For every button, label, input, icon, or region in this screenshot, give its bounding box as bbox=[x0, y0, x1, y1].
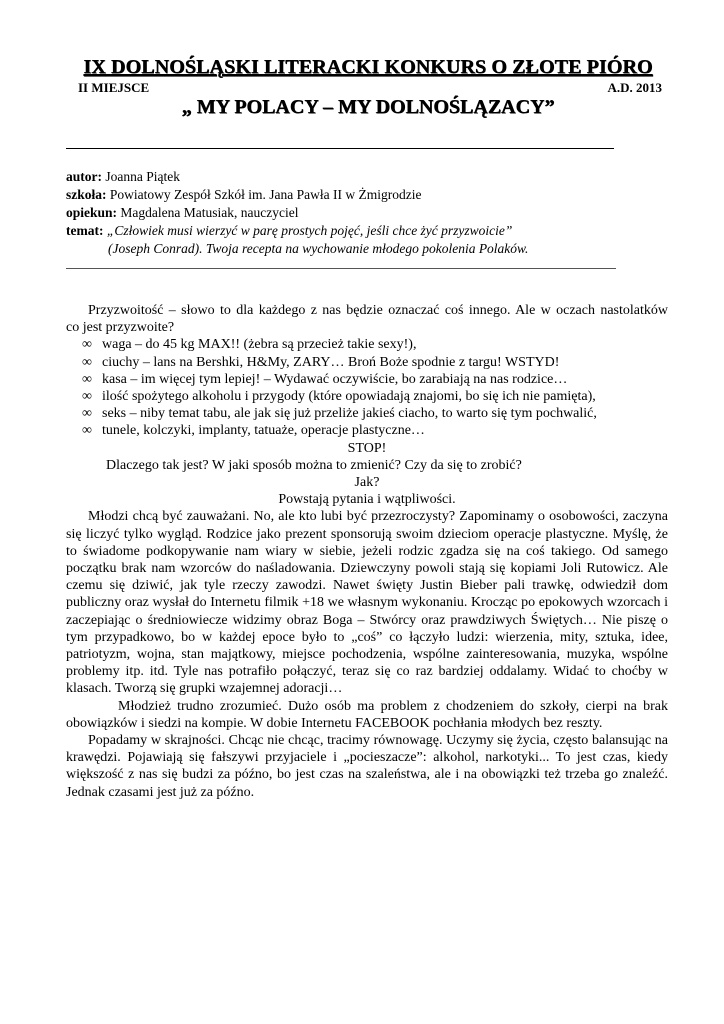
list-item: ∞ ciuchy – lans na Bershki, H&My, ZARY… Broń Boże spodnie z targu! WSTYD! bbox=[82, 354, 560, 370]
tutor-row bbox=[66, 204, 666, 222]
tutor-label: opiekun: bbox=[66, 205, 118, 220]
infinity-bullet-icon: ∞ bbox=[82, 371, 92, 387]
topic-line-2: (Joseph Conrad). Twoja recepta na wychowanie młodego pokolenia Polaków. bbox=[108, 241, 529, 256]
paragraph-2-line-1: Młodzież trudno zrozumieć. Dużo osób ma problem z chodzeniem do szkoły, cierpi na brak bbox=[118, 698, 668, 714]
topic-line-1: „Człowiek musi wierzyć w parę prostych pojęć, jeśli chce żyć przyzwoicie” bbox=[106, 223, 513, 238]
bullet-list bbox=[66, 336, 668, 439]
infinity-bullet-icon: ∞ bbox=[82, 354, 92, 370]
doubts-line: Powstają pytania i wątpliwości. bbox=[278, 492, 456, 508]
infinity-bullet-icon: ∞ bbox=[82, 406, 92, 422]
question-line: Dlaczego tak jest? W jaki sposób można to zmienić? Czy da się to zrobić? bbox=[106, 457, 522, 473]
meta-divider bbox=[66, 268, 616, 269]
school-value: Powiatowy Zespół Szkół im. Jana Pawła II w Żmigrodzie bbox=[109, 187, 422, 202]
paragraph-2-line-2: obowiązków i siedzi na kompie. W dobie Internetu FACEBOOK pochłania młodych bez reszty. bbox=[66, 715, 603, 731]
stop-line: STOP! bbox=[347, 440, 387, 456]
paragraph-3: Popadamy w skrajności. Chcąc nie chcąc, tracimy równowagę. Uczymy się życia, często balansując na krawędzi. Pojawiają się fałszywi przyjaciele i „pocieszacze”: alkohol, narkotyki... To jest czas, kiedy większość z nas się budzi za późno, bo jest czas na szaleństwa, ale i na obowiązki też trzeba go znaleźć. Jednak czasami jest już za późno. bbox=[66, 733, 668, 800]
infinity-bullet-icon: ∞ bbox=[82, 389, 92, 405]
intro-line-2: co jest przyzwoite? bbox=[66, 320, 175, 336]
essay-body bbox=[66, 302, 668, 801]
infinity-bullet-icon: ∞ bbox=[82, 337, 92, 353]
award-date: A.D. 2013 bbox=[607, 80, 662, 95]
school-label: szkoła: bbox=[66, 187, 107, 202]
award-place: II MIEJSCE bbox=[78, 80, 150, 95]
tutor-value: Magdalena Matusiak, nauczyciel bbox=[120, 205, 299, 220]
author-row bbox=[66, 168, 666, 186]
paragraph-1: Młodzi chcą być zauważani. No, ale kto lubi być przezroczysty? Zapominamy o osobowości, zaczyna się liczyć tylko wygląd. Rodzice jako prezent sponsorują swoim dzieciom operacje plastyczne. Myślę, że to świadome podkopywanie nam wiary w siebie, jeżeli rodzic zgadza się na coś takiego. Od samego początku brak nam wzorców do naśladowania. Dziewczyny powoli stają się kopiami Joli Rutowicz. Ale czemu się dziwić, jak tyle rzeczy zawodzi. Nawet święty Justin Bieber pali trawkę, odwiedził dom publiczny oraz wysłał do Internetu filmik +18 we własnym wykonaniu. Krocząc po epokowych wzorcach i zaczepiając o średniowiecze widzimy obraz Boga – Stwórcy oraz prawdziwych Świętych… Nie piszę o tym przypadkowo, bo w każdej epoce było to „coś” co łączyło ludzi: wierzenia, mity, sztuka, idee, patriotyzm, wojna, stan majątkowy, miejsce pochodzenia, wspólne zainteresowania, muzyka, wspólne problemy itp. itd. Tyle nas potrafiło połączyć, teraz się co raz bardziej oddalamy. Widać to choćby w klasach. Tworzą się grupki wzajemnej adoracji… bbox=[66, 509, 668, 697]
meta-block bbox=[66, 168, 666, 258]
author-value: Joanna Piątek bbox=[105, 169, 180, 184]
list-item: ∞ seks – niby temat tabu, ale jak się już przeliże jakieś ciacho, to warto się tym pochwalić, bbox=[82, 406, 597, 422]
list-item: ∞ ilość spożytego alkoholu i przygody (które opowiadają znajomi, bo się ich nie pamięta), bbox=[82, 389, 596, 405]
header-divider bbox=[66, 148, 614, 149]
document-subtitle: „ MY POLACY – MY DOLNOŚLĄZACY” bbox=[181, 96, 555, 118]
topic-label: temat: bbox=[66, 223, 104, 238]
infinity-bullet-icon: ∞ bbox=[82, 423, 92, 439]
how-line: Jak? bbox=[354, 475, 380, 491]
topic-row bbox=[66, 222, 666, 240]
document-title: IX DOLNOŚLĄSKI LITERACKI KONKURS O ZŁOTE PIÓRO bbox=[83, 56, 653, 78]
school-row bbox=[66, 186, 666, 204]
list-item: ∞ tunele, kolczyki, implanty, tatuaże, operacje plastyczne… bbox=[82, 423, 425, 439]
intro-line-1: Przyzwoitość – słowo to dla każdego z nas będzie oznaczać coś innego. Ale w oczach nastolatków bbox=[88, 303, 668, 318]
list-item: ∞ kasa – im więcej tym lepiej! – Wydawać oczywiście, bo zarabiają na nas rodzice… bbox=[82, 371, 568, 387]
author-label: autor: bbox=[66, 169, 102, 184]
list-item: ∞ waga – do 45 kg MAX!! (żebra są przecież takie sexy!), bbox=[82, 337, 417, 353]
